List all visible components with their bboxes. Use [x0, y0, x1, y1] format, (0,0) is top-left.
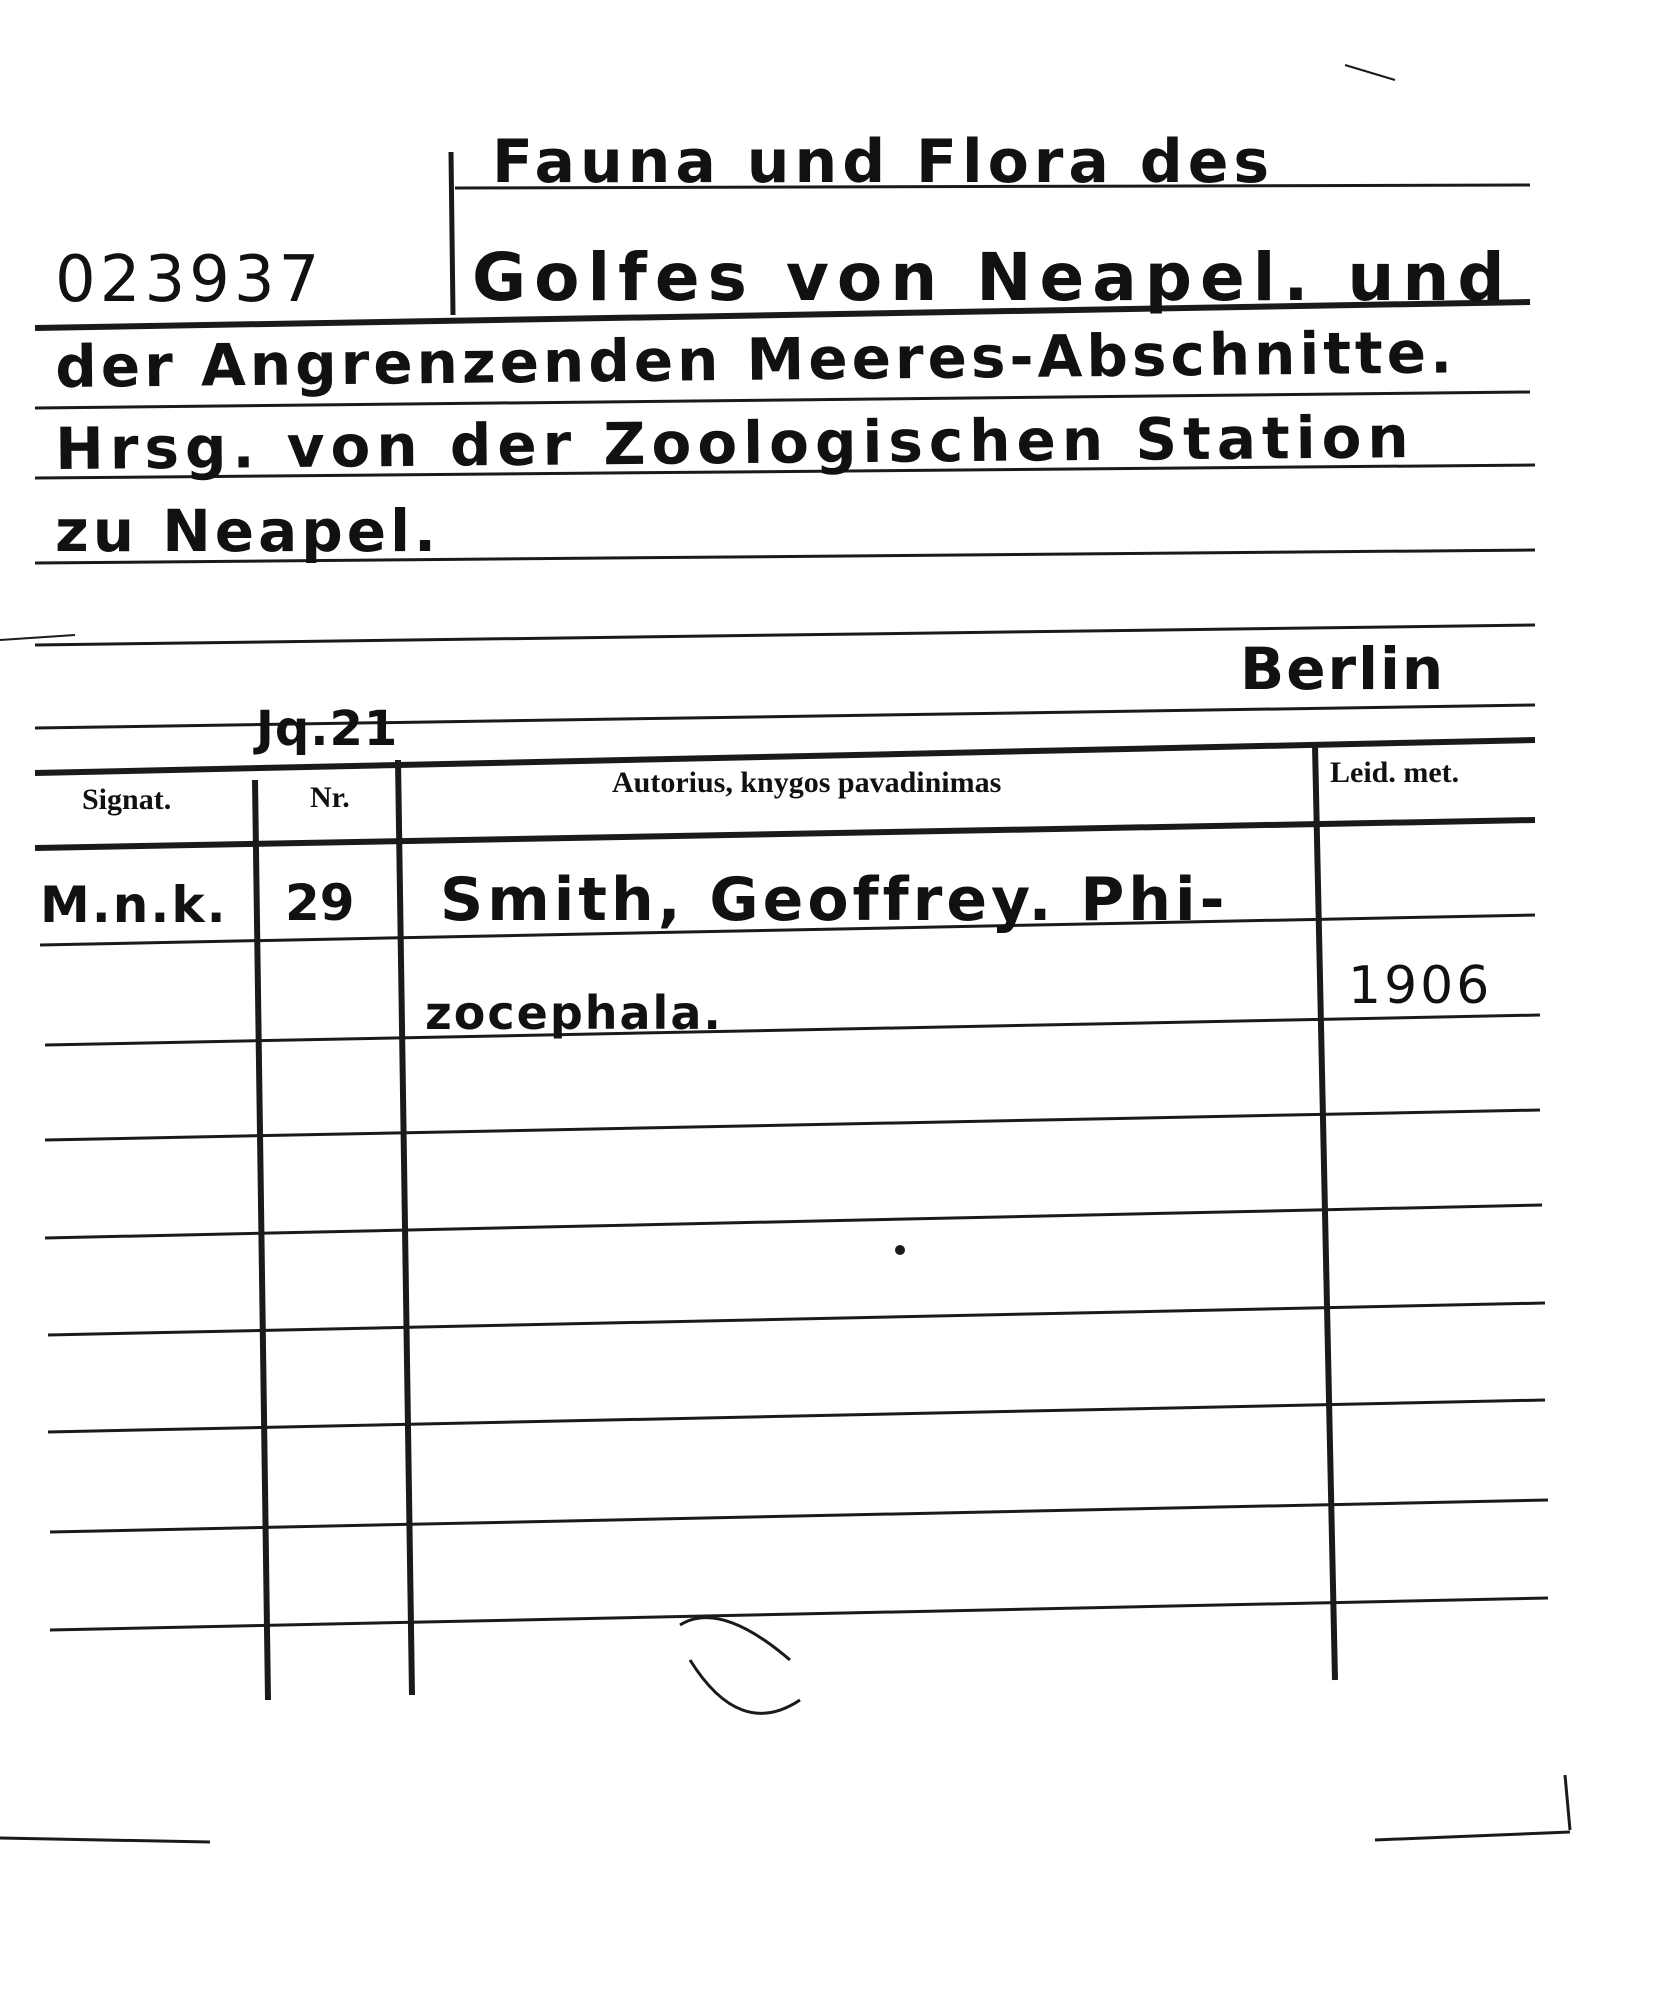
- ink-smudge: [680, 1618, 800, 1714]
- header-number: Nr.: [310, 781, 350, 814]
- header-signature: Signat.: [82, 783, 172, 816]
- header-author-title: Autorius, knygos pavadinimas: [612, 766, 1002, 799]
- entry-author-title-line-1: Smith, Geoffrey. Phi-: [440, 865, 1229, 935]
- entry-year: 1906: [1348, 956, 1493, 1016]
- entry-author-title-line-2: zocephala.: [425, 986, 723, 1040]
- title-line-5: zu Neapel.: [55, 497, 441, 565]
- catalog-number: 023937: [55, 243, 324, 317]
- title-line-1: Fauna und Flora des: [492, 127, 1275, 197]
- entry-number: 29: [285, 874, 355, 932]
- publication-place: Berlin: [1240, 635, 1446, 703]
- title-line-3: der Angrenzenden Meeres-Abschnitte.: [54, 318, 1457, 401]
- header-year: Leid. met.: [1330, 756, 1460, 789]
- title-line-4: Hrsg. von der Zoologischen Station: [54, 403, 1415, 483]
- shelf-mark: Jq.21: [256, 701, 399, 757]
- title-line-2: Golfes von Neapel. und: [472, 239, 1513, 316]
- entry-signature: M.n.k.: [40, 876, 228, 934]
